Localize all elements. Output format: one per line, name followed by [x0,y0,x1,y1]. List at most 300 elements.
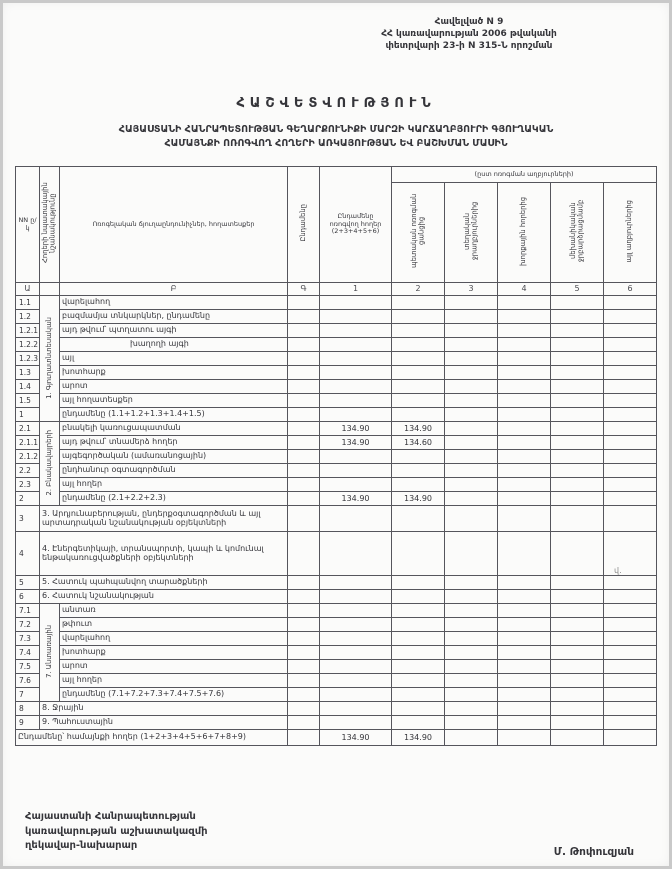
column-letter: 4 [498,283,551,296]
cell-source-2 [392,702,445,716]
table-row [16,492,657,506]
row-label: այլ հողեր [60,478,288,492]
header-source-4 [498,183,551,283]
row-number: 7.4 [16,646,40,660]
cell-source-6 [604,674,657,688]
cell-irrigated [320,590,392,604]
cell-source-5 [551,632,604,646]
cell-source-2 [392,688,445,702]
cell-source-6 [604,338,657,352]
row-number: 1.5 [16,394,40,408]
column-letter [40,283,60,296]
table-row [16,436,657,450]
cell-source-2 [392,646,445,660]
cell-source-4 [498,632,551,646]
cell-source-3 [445,674,498,688]
cell-source-6 [604,366,657,380]
cell-total [288,436,320,450]
cell-source-6 [604,646,657,660]
cell-source-5 [551,730,604,746]
cell-source-6 [604,506,657,532]
cell-irrigated [320,618,392,632]
header-total-irrigated: Ընդամենը ոռոգվող հողեր (2+3+4+5+6) [320,167,392,283]
signature-block [25,810,208,854]
header-source-5-label: մեխանիկական ջրբարձրացմամբ [568,200,584,263]
cell-irrigated [320,296,392,310]
cell-source-4 [498,618,551,632]
cell-irrigated [320,450,392,464]
cell-total [288,646,320,660]
cell-source-5 [551,532,604,576]
appendix-line-3: փետրվարի 23-ի N 315-Ն որոշման [385,41,553,52]
cell-irrigated [320,408,392,422]
row-label: բազմամյա տնկարկներ, ընդամենը [60,310,288,324]
cell-source-3 [445,492,498,506]
cell-irrigated [320,660,392,674]
cell-source-5 [551,604,604,618]
table-row [16,464,657,478]
irrigated-lands-table [15,166,657,746]
cell-source-2 [392,590,445,604]
cell-total [288,310,320,324]
cell-total [288,702,320,716]
cell-source-5 [551,394,604,408]
row-number: 2.1.1 [16,436,40,450]
row-number: 3 [16,506,40,532]
table-row [16,730,657,746]
cell-irrigated: 134.90 [320,422,392,436]
cell-source-2 [392,464,445,478]
cell-irrigated [320,532,392,576]
cell-source-2: 134.90 [392,730,445,746]
cell-source-6 [604,618,657,632]
cell-source-4 [498,408,551,422]
row-number: 7.2 [16,618,40,632]
table-row [16,532,657,576]
cell-source-2 [392,532,445,576]
cell-source-6 [604,716,657,730]
cell-source-2 [392,324,445,338]
row-number: 4 [16,532,40,576]
cell-source-3 [445,422,498,436]
header-source-4-label: խորքային հորերից [519,196,528,266]
cell-total [288,716,320,730]
header-source-3 [445,183,498,283]
section-label [40,422,60,506]
cell-irrigated [320,352,392,366]
cell-total [288,478,320,492]
cell-source-5 [551,492,604,506]
cell-total [288,532,320,576]
table-row [16,352,657,366]
cell-source-3 [445,532,498,576]
signature-line-2: կառավարության աշխատակազմի [25,825,208,837]
cell-source-6 [604,632,657,646]
cell-source-5 [551,422,604,436]
cell-source-2: 134.90 [392,492,445,506]
cell-source-5 [551,716,604,730]
column-letter: 5 [551,283,604,296]
row-label: անտառ [60,604,288,618]
cell-source-2: 134.60 [392,436,445,450]
cell-source-6 [604,688,657,702]
cell-total [288,450,320,464]
cell-source-3 [445,702,498,716]
cell-source-4 [498,422,551,436]
cell-source-5 [551,338,604,352]
document-subtitle-1: ՀԱՅԱՍՏԱՆԻ ՀԱՆՐԱՊԵՏՈՒԹՅԱՆ ԳԵՂԱՐՔՈՒՆԻՔԻ ՄԱՐԶԻ ԿԱՐՃԱՂԲՅՈՒՐԻ ԳՅՈՒՂԱԿԱՆ [118,124,554,135]
signer-name: Մ. Թոփուզյան [553,846,634,858]
table-row [16,604,657,618]
cell-total [288,352,320,366]
row-number: 8 [16,702,40,716]
cell-source-2 [392,450,445,464]
table-row [16,394,657,408]
section-label [40,296,60,422]
cell-irrigated [320,394,392,408]
row-label: այդ թվում՝ տնամերձ հողեր [60,436,288,450]
cell-source-2 [392,366,445,380]
row-label: 9. Պահուստային [40,716,288,730]
row-label: այլ հողեր [60,674,288,688]
cell-source-2 [392,478,445,492]
row-label: խոտհարք [60,366,288,380]
row-label: խոտհարք [60,646,288,660]
cell-irrigated: 134.90 [320,730,392,746]
cell-irrigated [320,716,392,730]
cell-source-3 [445,646,498,660]
cell-source-5 [551,436,604,450]
cell-source-3 [445,352,498,366]
row-label: 6. Հատուկ նշանակության [40,590,288,604]
row-label: ընդամենը (1.1+1.2+1.3+1.4+1.5) [60,408,288,422]
row-label: արոտ [60,660,288,674]
row-number: 7.5 [16,660,40,674]
cell-source-5 [551,352,604,366]
cell-total [288,366,320,380]
cell-source-6 [604,532,657,576]
cell-source-5 [551,576,604,590]
cell-source-5 [551,324,604,338]
table-row [16,324,657,338]
cell-total [288,464,320,478]
column-letter: 2 [392,283,445,296]
row-number: 1.3 [16,366,40,380]
cell-total [288,324,320,338]
row-number: 6 [16,590,40,604]
cell-source-6 [604,436,657,450]
cell-source-6 [604,324,657,338]
header-total-label: Ընդամենը [298,204,307,243]
cell-irrigated [320,338,392,352]
table-row [16,310,657,324]
cell-source-2 [392,506,445,532]
cell-source-2 [392,604,445,618]
cell-source-2 [392,394,445,408]
row-label: 3. Արդյունաբերության, ընդերքօգտագործման և այլ արտադրական նշանակության օբյեկտների [40,506,288,532]
cell-total [288,604,320,618]
cell-source-3 [445,366,498,380]
cell-irrigated [320,506,392,532]
cell-source-5 [551,646,604,660]
table-row [16,590,657,604]
header-source-6-label: այլ աղբյուրներից [625,199,634,263]
cell-source-2: 134.90 [392,422,445,436]
header-source-5 [551,183,604,283]
table-row [16,646,657,660]
cell-source-3 [445,730,498,746]
cell-source-3 [445,464,498,478]
cell-source-4 [498,532,551,576]
cell-source-2 [392,618,445,632]
row-number: 1.2.3 [16,352,40,366]
cell-source-6 [604,590,657,604]
cell-irrigated [320,702,392,716]
document-title-block [0,96,672,152]
header-land-types: Ոռոգելական ճյուղաընդունիչներ, հողատեսքեր [60,167,288,283]
table-row [16,366,657,380]
row-number: 7.6 [16,674,40,688]
cell-source-6 [604,394,657,408]
cell-source-3 [445,436,498,450]
row-label: 4. Էներգետիկայի, տրանսպորտի, կապի և կոմունալ ենթակառուցվածքների օբյեկտների [40,532,288,576]
cell-source-5 [551,408,604,422]
table-row [16,450,657,464]
cell-irrigated: 134.90 [320,436,392,450]
row-number: 9 [16,716,40,730]
column-letter: 1 [320,283,392,296]
cell-source-6 [604,660,657,674]
cell-irrigated [320,632,392,646]
cell-source-5 [551,366,604,380]
column-letter: Բ [60,283,288,296]
document-subtitle-2: ՀԱՄԱՅՆՔԻ ՈՌՈԳՎՈՂ ՀՈՂԵՐԻ ԱՌԿԱՅՈՒԹՅԱՆ ԵՎ ԲԱՇԽՄԱՆ ՄԱՍԻՆ [164,138,508,150]
cell-irrigated [320,464,392,478]
table-row [16,702,657,716]
cell-total [288,506,320,532]
cell-source-4 [498,352,551,366]
table-row [16,576,657,590]
cell-source-2 [392,716,445,730]
row-number: 2.3 [16,478,40,492]
cell-source-4 [498,464,551,478]
cell-source-4 [498,394,551,408]
table-row [16,618,657,632]
row-label: 5. Հատուկ պահպանվող տարածքների [40,576,288,590]
header-row-number: NN ը/կ [16,167,40,283]
cell-source-5 [551,506,604,532]
appendix-line-2: ՀՀ կառավարության 2006 թվականի [381,29,557,40]
table-row [16,632,657,646]
column-letter: 3 [445,283,498,296]
cell-irrigated [320,674,392,688]
appendix-line-1: Հավելված N 9 [434,17,504,27]
document-title: ՀԱՇՎԵՏՎՈՒԹՅՈՒՆ [236,96,436,111]
row-label: ընդհանուր օգտագործման [60,464,288,478]
cell-source-2 [392,674,445,688]
cell-source-4 [498,576,551,590]
scan-artifact: վ. [614,566,622,575]
cell-irrigated [320,380,392,394]
header-source-2 [392,183,445,283]
signature-line-3: ղեկավար-նախարար [25,840,138,851]
cell-source-4 [498,506,551,532]
cell-source-6 [604,296,657,310]
header-purpose-label: Հողերի նպատակային նշանակությունը [41,182,57,264]
cell-source-5 [551,296,604,310]
cell-source-6 [604,478,657,492]
cell-source-6 [604,352,657,366]
row-number: 1.2.1 [16,324,40,338]
cell-source-4 [498,702,551,716]
cell-source-3 [445,450,498,464]
row-label: 8. Ջրային [40,702,288,716]
cell-source-4 [498,590,551,604]
cell-source-5 [551,478,604,492]
cell-source-6 [604,380,657,394]
cell-source-3 [445,576,498,590]
cell-source-5 [551,674,604,688]
cell-irrigated [320,576,392,590]
table-row [16,688,657,702]
cell-source-4 [498,604,551,618]
row-label: այլ հողատեսքեր [60,394,288,408]
row-number: 1.2 [16,310,40,324]
signature-line-1: Հայաստանի Հանրապետության [25,811,196,822]
cell-total [288,394,320,408]
row-label: վարելահող [60,632,288,646]
column-letter: 6 [604,283,657,296]
row-number: 7.3 [16,632,40,646]
cell-source-3 [445,632,498,646]
column-letter: Ա [16,283,40,296]
cell-source-3 [445,716,498,730]
cell-source-5 [551,618,604,632]
cell-source-6 [604,310,657,324]
cell-total [288,730,320,746]
row-number: 1.4 [16,380,40,394]
cell-source-4 [498,478,551,492]
cell-source-2 [392,576,445,590]
cell-irrigated [320,688,392,702]
cell-source-5 [551,310,604,324]
cell-irrigated: 134.90 [320,492,392,506]
cell-irrigated [320,604,392,618]
row-label: թփուտ [60,618,288,632]
cell-total [288,688,320,702]
cell-source-6 [604,464,657,478]
cell-source-6 [604,422,657,436]
cell-total [288,632,320,646]
cell-source-5 [551,702,604,716]
cell-source-5 [551,660,604,674]
cell-total [288,380,320,394]
cell-total [288,576,320,590]
column-letter: Գ [288,283,320,296]
row-number: 1.2.2 [16,338,40,352]
row-label: արոտ [60,380,288,394]
cell-source-3 [445,604,498,618]
table-row [16,408,657,422]
cell-source-5 [551,450,604,464]
cell-source-6 [604,408,657,422]
cell-source-4 [498,674,551,688]
cell-source-4 [498,492,551,506]
row-number: 1.1 [16,296,40,310]
cell-source-4 [498,450,551,464]
cell-irrigated [320,324,392,338]
row-number: 7.1 [16,604,40,618]
cell-source-3 [445,380,498,394]
row-label: խաղողի այգի [60,338,288,352]
cell-irrigated [320,366,392,380]
cell-source-3 [445,310,498,324]
cell-irrigated [320,310,392,324]
header-source-2-label: պետական ոռոգման ցանցից [409,194,425,269]
cell-source-3 [445,296,498,310]
table-row [16,660,657,674]
report-table-body [16,296,657,746]
cell-source-4 [498,716,551,730]
cell-total [288,660,320,674]
section-label [40,604,60,702]
cell-total [288,618,320,632]
cell-source-4 [498,324,551,338]
cell-source-3 [445,478,498,492]
section-label-text: 1. Գյուղատնտեսական [44,316,53,399]
section-label-text: 7. Անտառային [44,625,53,678]
cell-source-4 [498,688,551,702]
header-source-6 [604,183,657,283]
row-number: 1 [16,408,40,422]
appendix-reference [344,16,594,52]
table-row [16,296,657,310]
row-label: այլ [60,352,288,366]
table-row [16,506,657,532]
row-label: ընդամենը (2.1+2.2+2.3) [60,492,288,506]
cell-source-4 [498,660,551,674]
row-label: այդ թվում՝ պտղատու այգի [60,324,288,338]
cell-total [288,296,320,310]
cell-source-2 [392,310,445,324]
cell-source-6 [604,702,657,716]
row-label: վարելահող [60,296,288,310]
cell-total [288,408,320,422]
cell-irrigated [320,478,392,492]
table-row [16,674,657,688]
row-label: ընդամենը (7.1+7.2+7.3+7.4+7.5+7.6) [60,688,288,702]
cell-source-4 [498,310,551,324]
cell-source-3 [445,688,498,702]
cell-source-4 [498,646,551,660]
cell-total [288,422,320,436]
cell-source-5 [551,464,604,478]
cell-source-3 [445,590,498,604]
row-number: 5 [16,576,40,590]
cell-source-4 [498,366,551,380]
cell-source-4 [498,296,551,310]
cell-total [288,674,320,688]
cell-source-6 [604,576,657,590]
table-row [16,716,657,730]
cell-source-3 [445,394,498,408]
header-purpose [40,167,60,283]
cell-source-3 [445,408,498,422]
grand-total-label: Ընդամենը՝ համայնքի հողեր (1+2+3+4+5+6+7+8+9) [16,730,288,746]
cell-source-3 [445,618,498,632]
row-number: 2 [16,492,40,506]
row-label: այգեգործական (ամառանոցային) [60,450,288,464]
